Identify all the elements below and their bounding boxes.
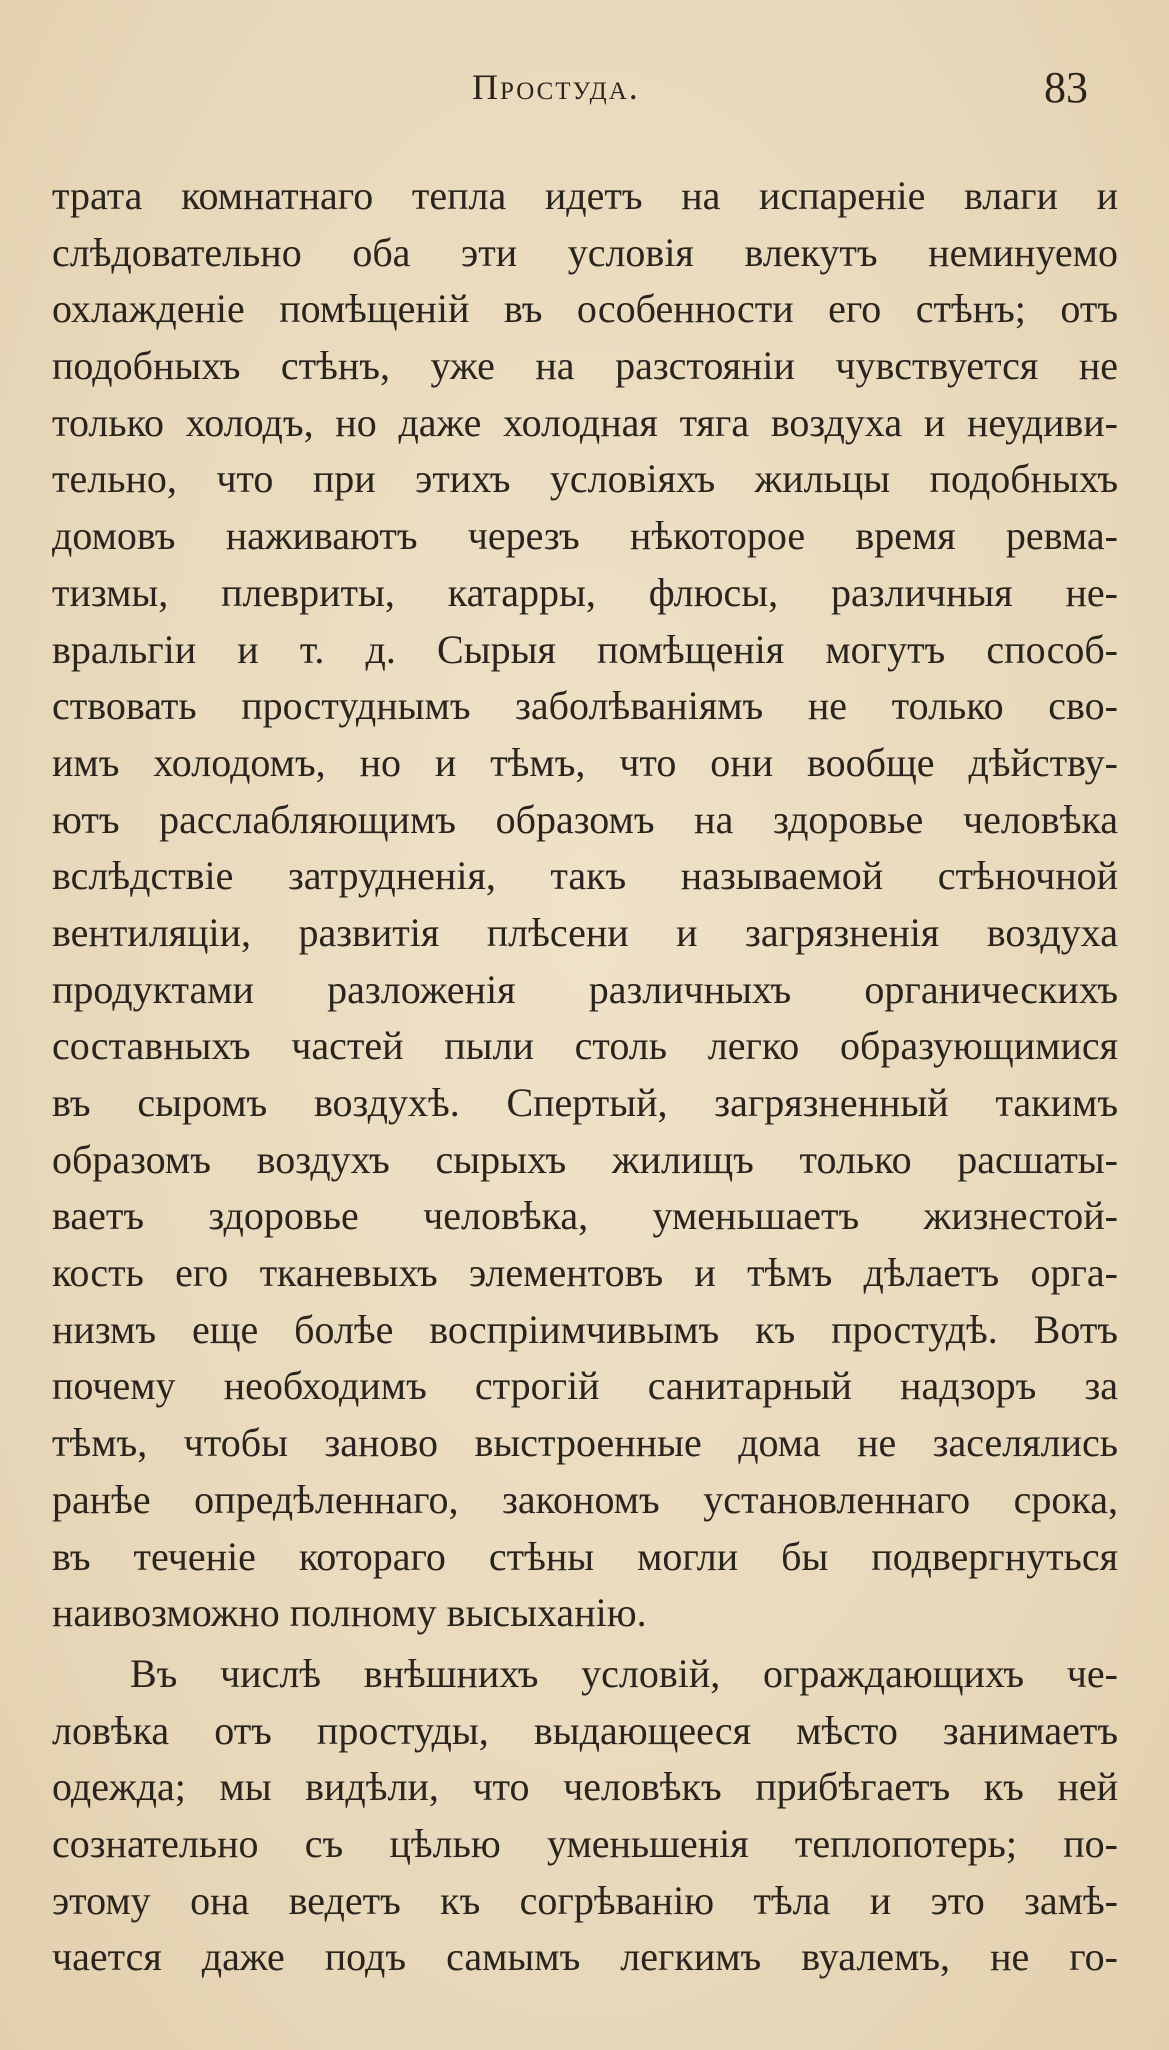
text-line: почему необходимъ строгій санитарный надзоръ за xyxy=(52,1363,1118,1409)
text-line: продуктами разложенія различныхъ органическихъ xyxy=(52,966,1118,1012)
text-line: только холодъ, но даже холодная тяга воздуха и неудиви- xyxy=(52,399,1118,445)
text-line: сознательно съ цѣлью уменьшенія теплопотерь; по- xyxy=(52,1820,1118,1866)
text-line: ютъ расслабляющимъ образомъ на здоровье человѣка xyxy=(52,796,1118,842)
text-line: вентиляціи, развитія плѣсени и загрязненія воздуха xyxy=(52,909,1118,955)
text-line: подобныхъ стѣнъ, уже на разстояніи чувствуется не xyxy=(52,343,1118,389)
text-line: кость его тканевыхъ элементовъ и тѣмъ дѣлаетъ орга- xyxy=(52,1250,1118,1296)
text-line: чается даже подъ самымъ легкимъ вуалемъ, не го- xyxy=(52,1934,1118,1980)
text-line: ранѣе опредѣленнаго, закономъ установленнаго срока, xyxy=(52,1476,1118,1522)
text-line: ваетъ здоровье человѣка, уменьшаетъ жизнестой- xyxy=(52,1193,1118,1239)
text-line: низмъ еще болѣе воспріимчивымъ къ простудѣ. Вотъ xyxy=(52,1306,1118,1352)
text-line: въ теченіе котораго стѣны могли бы подвергнуться xyxy=(52,1533,1118,1579)
text-line: охлажденіе помѣщеній въ особенности его стѣнъ; отъ xyxy=(52,286,1118,332)
paragraph-start-line: Въ числѣ внѣшнихъ условій, ограждающихъ че- xyxy=(130,1650,1118,1696)
page-header xyxy=(0,63,1169,122)
text-line: домовъ наживаютъ черезъ нѣкоторое время ревма- xyxy=(52,513,1118,559)
text-line: тѣмъ, чтобы заново выстроенные дома не заселялись xyxy=(52,1420,1118,1466)
text-line: этому она ведетъ къ согрѣванію тѣла и это замѣ- xyxy=(52,1877,1118,1923)
text-line: тизмы, плевриты, катарры, флюсы, различныя не- xyxy=(52,569,1118,615)
text-line: слѣдовательно оба эти условія влекутъ неминуемо xyxy=(52,229,1118,275)
text-line: тельно, что при этихъ условіяхъ жильцы подобныхъ xyxy=(52,456,1118,502)
text-line: ловѣка отъ простуды, выдающееся мѣсто занимаетъ xyxy=(52,1707,1118,1753)
body-text xyxy=(52,168,1118,1986)
text-line: составныхъ частей пыли столь легко образующимися xyxy=(52,1023,1118,1069)
text-line: въ сыромъ воздухѣ. Спертый, загрязненный такимъ xyxy=(52,1080,1118,1125)
text-line: вральгіи и т. д. Сырыя помѣщенія могутъ способ- xyxy=(52,626,1118,672)
text-line: одежда; мы видѣли, что человѣкъ прибѣгаетъ къ ней xyxy=(52,1764,1118,1810)
running-head: Простуда. xyxy=(472,67,640,107)
text-line: трата комнатнаго тепла идетъ на испареніе влаги и xyxy=(52,173,1118,218)
text-line: ствовать простуднымъ заболѣваніямъ не только сво- xyxy=(52,683,1118,729)
text-line: вслѣдствіе затрудненія, такъ называемой стѣночной xyxy=(52,853,1118,899)
page-number: 83 xyxy=(1044,63,1088,112)
paragraph-end-line: наивозможно полному высыханію. xyxy=(52,1590,647,1636)
text-line: имъ холодомъ, но и тѣмъ, что они вообще дѣйству- xyxy=(52,739,1118,785)
text-line: образомъ воздухъ сырыхъ жилищъ только расшаты- xyxy=(52,1136,1118,1182)
